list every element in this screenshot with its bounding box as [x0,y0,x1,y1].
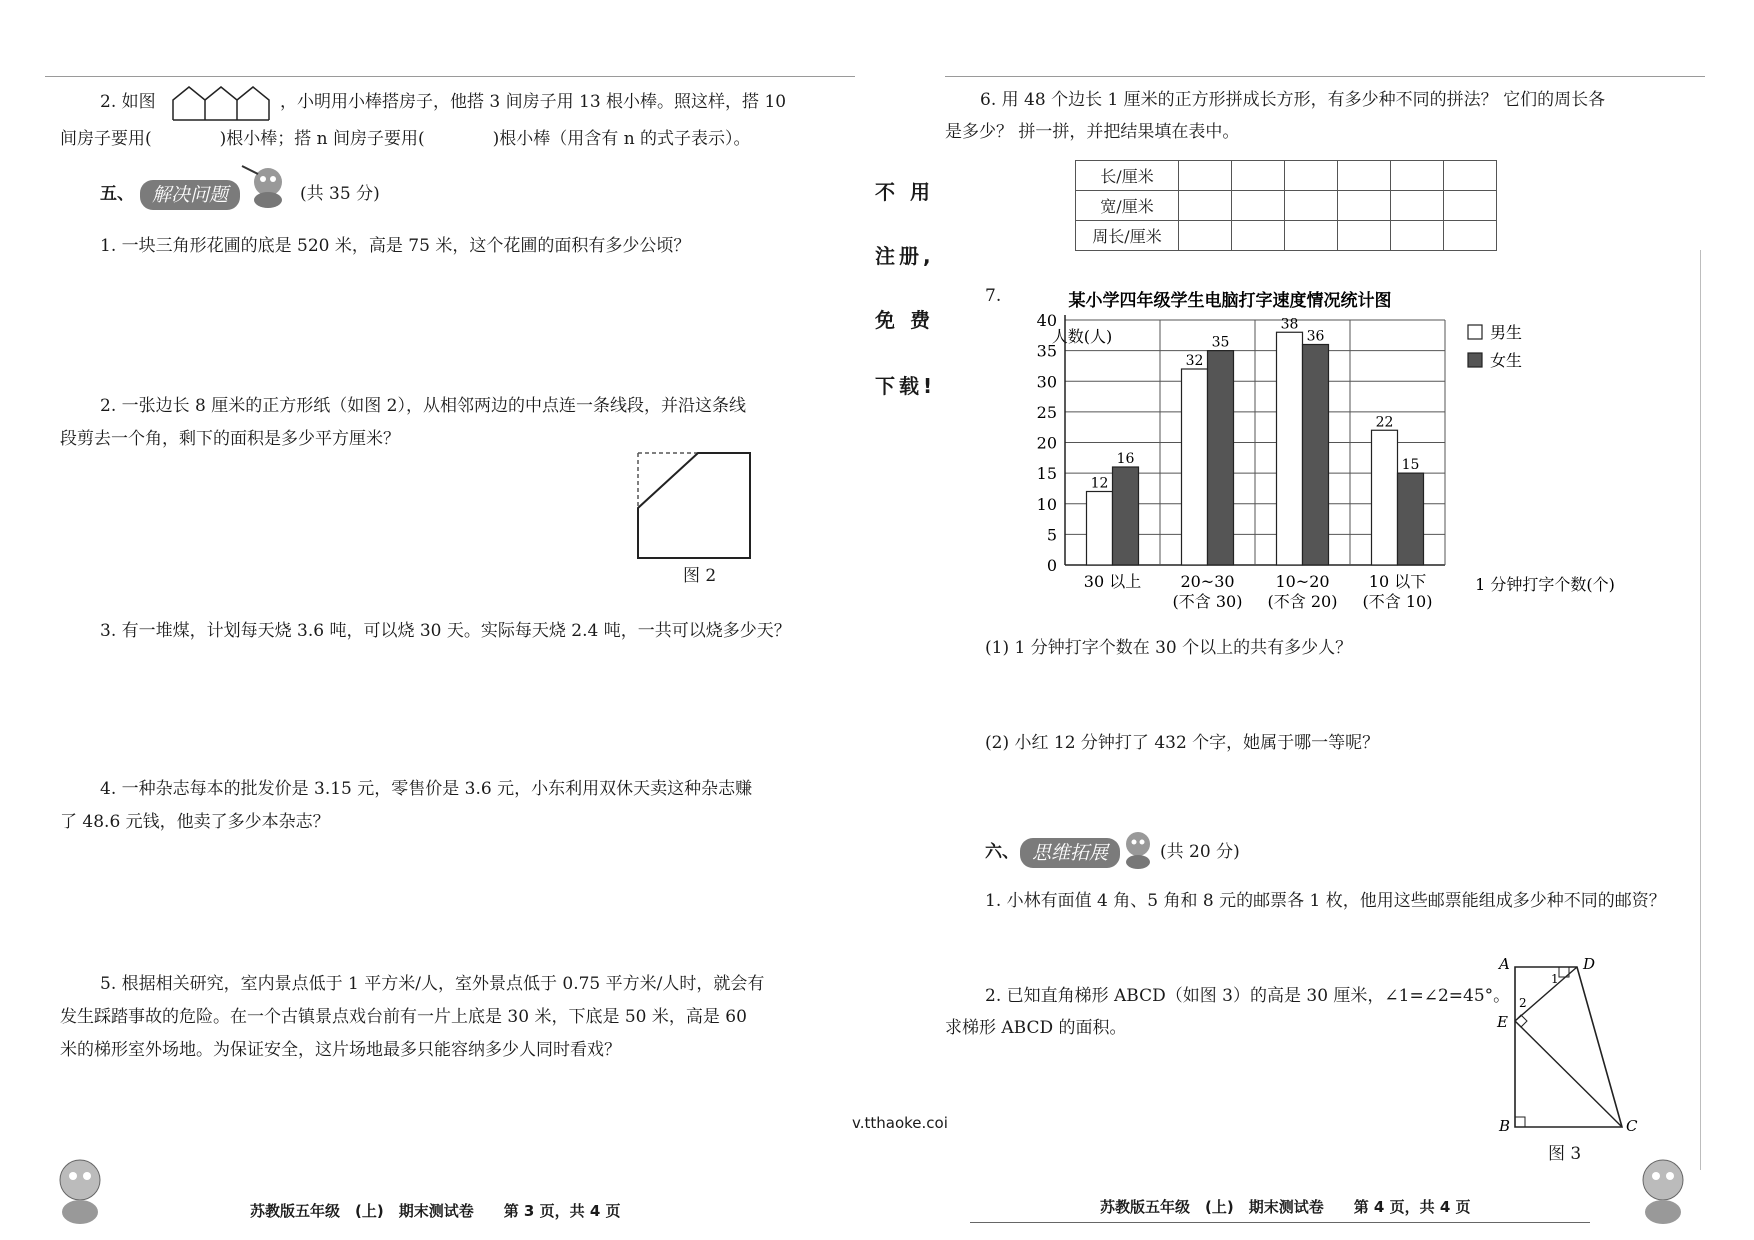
fig3-angle-1: 1 [1551,972,1559,986]
q6-line2: 是多少？ 拼一拼，并把结果填在表中。 [945,122,1240,142]
fig3-label-e: E [1497,1013,1508,1031]
problem-2-line2: 段剪去一个角，剩下的面积是多少平方厘米？ [60,429,400,449]
chart-bar-girls [1113,467,1139,565]
q7-number: 7. [985,286,1002,306]
table-row [1076,161,1497,191]
table-row [1076,221,1497,251]
table-cell[interactable] [1232,191,1285,221]
chart-data-label: 15 [1401,457,1420,474]
chart-bar-girls [1208,351,1234,565]
problem-2-line1: 2. 一张边长 8 厘米的正方形纸（如图 2），从相邻两边的中点连一条线段，并沿这条线 [100,396,746,416]
cartoon-mascot-footer-left-icon [45,1150,115,1230]
figure-3-caption: 图 3 [1548,1144,1582,1164]
section5-score: (共 35 分) [300,184,380,204]
table-cell[interactable] [1444,221,1497,251]
chart-y-tick-label: 15 [1036,464,1057,484]
table-row-label: 周长/厘米 [1076,221,1179,251]
fig3-angle-2: 2 [1519,996,1527,1010]
problem-5-line3: 米的梯形室外场地。为保证安全，这片场地最多只能容纳多少人同时看戏？ [60,1040,621,1060]
figure-2-square [635,450,755,562]
q6-line1: 6. 用 48 个边长 1 厘米的正方形拼成长方形，有多少种不同的拼法？ 它们的周长各 [980,90,1606,110]
chart-bar-boys [1182,369,1208,565]
table-cell[interactable] [1285,221,1338,251]
cartoon-mascot-footer-right-icon [1625,1150,1700,1235]
section6-question-2-line1: 2. 已知直角梯形 ABCD（如图 3）的高是 30 厘米，∠1=∠2=45°。 [985,986,1511,1006]
section6-number: 六、 [985,842,1019,862]
chart-x-axis-label: 1 分钟打字个数(个) [1475,575,1615,594]
cartoon-mascot-section6-icon [1118,826,1158,870]
chart-bar-boys [1372,430,1398,565]
table-cell[interactable] [1285,191,1338,221]
q2-text-line2: 间房子要用( )根小棒；搭 n 间房子要用( )根小棒（用含有 n 的式子表示）。 [60,129,751,149]
section6-question-1: 1. 小林有面值 4 角、5 角和 8 元的邮票各 1 枚，他用这些邮票能组成多少种不同的邮资？ [985,891,1666,911]
watermark-url: v.tthaoke.coi [852,1114,948,1132]
houses-figure [170,84,276,122]
footer-right: 苏教版五年级 (上) 期末测试卷 第 4 页，共 4 页 [1100,1198,1471,1216]
chart-legend-label: 男生 [1490,323,1523,342]
table-cell[interactable] [1232,221,1285,251]
table-row [1076,191,1497,221]
table-cell[interactable] [1179,221,1232,251]
top-rule-right [945,76,1705,77]
chart-x-tick-label: 20~30 [1180,572,1235,591]
fig3-label-d: D [1583,955,1596,973]
chart-y-tick-label: 30 [1036,372,1057,392]
chart-bar-girls [1303,345,1329,566]
chart-data-label: 38 [1280,316,1299,333]
table-cell[interactable] [1444,191,1497,221]
fig3-label-c: C [1626,1117,1638,1135]
chart-x-tick-sublabel: (不含 30) [1172,592,1243,611]
table-cell[interactable] [1179,191,1232,221]
chart-data-label: 36 [1306,328,1325,345]
chart-y-tick-label: 5 [1046,525,1057,545]
chart-y-tick-label: 10 [1036,494,1057,514]
figure-2-caption: 图 2 [683,566,717,586]
top-rule-left [45,76,855,77]
section6-banner: 思维拓展 [1020,838,1120,868]
table-cell[interactable] [1338,221,1391,251]
side-text-4: 下载! [875,374,937,398]
table-cell[interactable] [1444,161,1497,191]
section5-number: 五、 [100,184,134,204]
table-cell[interactable] [1285,161,1338,191]
chart-bar-girls [1398,473,1424,565]
problem-4-line2: 了 48.6 元钱，他卖了多少本杂志？ [60,812,330,832]
chart-x-tick-label: 10 以下 [1368,572,1427,591]
chart-data-label: 22 [1375,414,1394,431]
chart-data-label: 32 [1185,353,1204,369]
chart-legend-swatch [1468,353,1482,367]
side-text-1: 不 用 [875,180,934,204]
section6-score: (共 20 分) [1160,842,1240,862]
section6-question-2-line2: 求梯形 ABCD 的面积。 [945,1018,1127,1038]
chart-data-label: 35 [1211,334,1230,351]
footer-rule-right [970,1222,1590,1223]
problem-5-line2: 发生踩踏事故的危险。在一个古镇景点戏台前有一片上底是 30 米，下底是 50 米，高是 60 [60,1007,747,1027]
chart-x-tick-label: 30 以上 [1083,572,1142,591]
chart-y-tick-label: 40 [1036,311,1057,330]
table-cell[interactable] [1391,191,1444,221]
chart-bar-boys [1277,332,1303,565]
cartoon-mascot-icon [240,160,296,210]
chart-legend-label: 女生 [1490,351,1523,370]
table-row-label: 宽/厘米 [1076,191,1179,221]
fig3-label-b: B [1499,1117,1511,1135]
problem-3: 3. 有一堆煤，计划每天烧 3.6 吨，可以烧 30 天。实际每天烧 2.4 吨，一共可以烧多少天？ [100,621,791,641]
table-cell[interactable] [1391,161,1444,191]
problem-4-line1: 4. 一种杂志每本的批发价是 3.15 元，零售价是 3.6 元，小东利用双休天卖这种杂志赚 [100,779,753,799]
section5-banner: 解决问题 [140,180,240,210]
problem-1: 1. 一块三角形花圃的底是 520 米，高是 75 米，这个花圃的面积有多少公顷？ [100,236,691,256]
table-cell[interactable] [1232,161,1285,191]
chart-y-tick-label: 20 [1036,433,1057,453]
problem-5-line1: 5. 根据相关研究，室内景点低于 1 平方米/人，室外景点低于 0.75 平方米/人时，就会有 [100,974,765,994]
typing-speed-bar-chart [990,280,1690,625]
chart-legend-swatch [1468,325,1482,339]
fig3-label-a: A [1499,955,1510,973]
table-row-label: 长/厘米 [1076,161,1179,191]
q2-text-part1: 2. 如图 [100,92,156,112]
chart-x-tick-label: 10~20 [1275,572,1330,591]
right-margin-line [1700,250,1701,1170]
chart-y-tick-label: 0 [1046,556,1057,575]
chart-y-tick-label: 35 [1036,341,1057,361]
chart-y-axis-label: 人数(人) [1051,327,1113,346]
side-text-3: 免 费 [875,308,934,332]
figure-3-trapezoid [1495,955,1645,1145]
chart-bar-boys [1087,492,1113,566]
table-cell[interactable] [1338,161,1391,191]
q6-answer-table [1075,160,1497,251]
chart-y-tick-label: 25 [1036,402,1057,422]
q7-subquestion-2: (2) 小红 12 分钟打了 432 个字，她属于哪一等呢？ [985,733,1380,753]
chart-title: 某小学四年级学生电脑打字速度情况统计图 [1068,291,1392,311]
q2-text-part2: ，小明用小棒搭房子，他搭 3 间房子用 13 根小棒。照这样，搭 10 [280,92,787,112]
table-cell[interactable] [1338,191,1391,221]
chart-data-label: 16 [1116,451,1135,467]
chart-x-tick-sublabel: (不含 20) [1267,592,1338,611]
side-text-2: 注册, [875,244,935,268]
chart-x-tick-sublabel: (不含 10) [1362,592,1433,611]
q7-subquestion-1: (1) 1 分钟打字个数在 30 个以上的共有多少人？ [985,638,1353,658]
chart-data-label: 12 [1090,475,1109,492]
table-cell[interactable] [1391,221,1444,251]
footer-left: 苏教版五年级 (上) 期末测试卷 第 3 页，共 4 页 [250,1202,621,1220]
table-cell[interactable] [1179,161,1232,191]
